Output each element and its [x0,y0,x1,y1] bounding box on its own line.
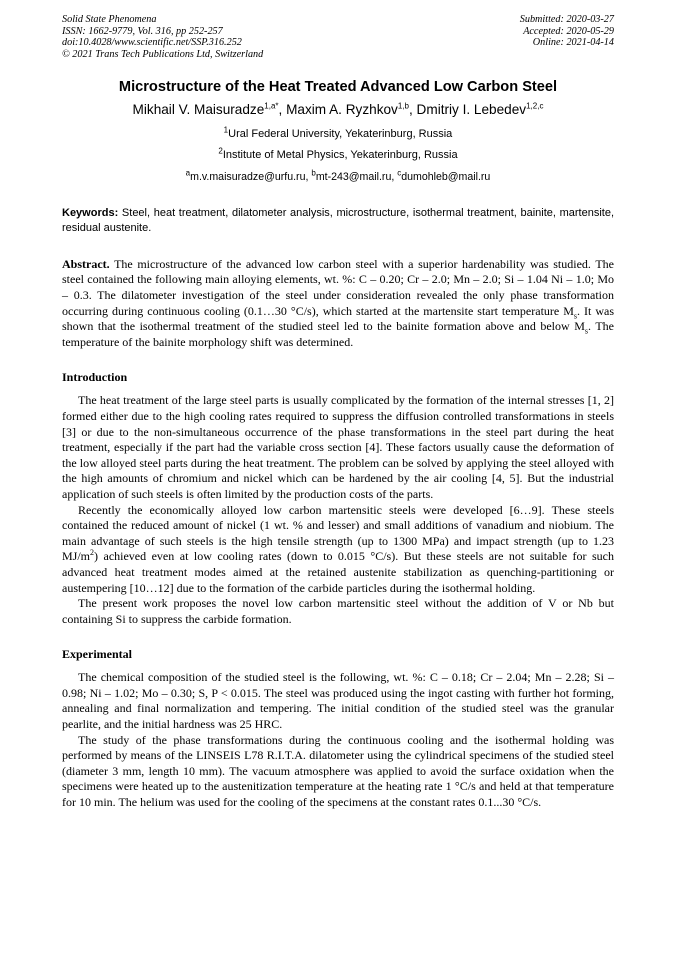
author-2-marks: 1,b [397,101,409,111]
author-3-marks: 1,2,c [526,101,544,111]
author-3: Dmitriy I. Lebedev$^{1,2,c}$ [416,101,544,117]
introduction-paragraph-3: The present work proposes the novel low carbon martensitic steel without the addition of V or Nb but containing Si to suppress the carbide formation. [62,596,614,626]
experimental-paragraph-1: The chemical composition of the studied steel is the following, wt. %: C – 0.18; Cr – 2.04; Mn – 2.28; Si – 0.98; Ni – 1.02; Mo – 0.30; S, P < 0.015. The steel was produced using the ingot casting with further hot forming, annealing and final normalization and tempering. The initial condition of the studied steel was the granular pearlite, and the initial hardness was 25 HRC. [62,670,614,732]
abstract: Abstract. The microstructure of the advanced low carbon steel with a superior hardenability was studied. The steel contained the following main alloying elements, wt. %: C – 0.20; Cr – 2.0; Mn – 2.0; Si – 1.04 Ni – 1.0; Mo – 0.3. The dilatometer investigation of the steel under consideration revealed the only phase transformation occurring during continuous cooling (0.1…30 °C/s), which started at the martensite start temperature $M_s$. It was shown that the isothermal treatment of the studied steel led to the bainite formation above and below $M_s$. The temperature of the bainite morphology shift was determined. [62,256,614,349]
email-link-c[interactable]: dumohleb@mail.ru [401,171,491,183]
journal-copyright: © 2021 Trans Tech Publications Ltd, Switzerland [62,48,264,60]
experimental-paragraph-2: The study of the phase transformations during the continuous cooling and the isothermal holding was performed by means of the LINSEIS L78 R.I.T.A. dilatometer using the cylindrical specimens of the studied steel (diameter 3 mm, length 10 mm). The vacuum atmosphere was applied to avoid the surface oxidation when the specimens were heated up to the austenitization temperature at the heating rate 1 °C/s and held at that temperature for 10 min. The helium was used for the cooling of the specimens at the constant rates 0.1...30 °C/s. [62,732,614,810]
online-date: Online: 2021-04-14 [532,37,614,49]
keywords-label: Keywords: [62,207,119,219]
journal-header [62,14,614,66]
affiliation-1: $^1$Ural Federal University, Yekaterinburg, Russia [223,125,453,140]
journal-issn: ISSN: 1662-9779, Vol. 316, pp 252-257 [62,25,223,37]
email-link-a[interactable]: m.v.maisuradze@urfu.ru [190,171,306,183]
submitted-date: Submitted: 2020-03-27 [519,14,614,25]
journal-name: Solid State Phenomena [62,14,157,25]
paper-title: Microstructure of the Heat Treated Advanced Low Carbon Steel [118,79,558,95]
keywords [62,206,614,237]
author-emails: $^a$m.v.maisuradze@urfu.ru, $^b$mt-243@mail.ru, $^c$dumohleb@mail.ru [185,168,491,183]
experimental-heading: Experimental [62,647,132,662]
keywords-text: Steel, heat treatment, dilatometer analysis, microstructure, isothermal treatment, bainite, martensite, residual austenite. [62,207,615,235]
journal-doi[interactable]: doi:10.4028/www.scientific.net/SSP.316.252 [62,37,242,49]
abstract-label: Abstract. [62,256,110,271]
email-link-b[interactable]: mt-243@mail.ru [315,171,392,183]
author-1-marks: 1,a* [264,101,279,111]
introduction-heading: Introduction [62,370,128,385]
author-2: Maxim A. Ryzhkov$^{1,b}$, [286,101,417,117]
accepted-date: Accepted: 2020-05-29 [523,25,614,37]
author-1: Mikhail V. Maisuradze$^{1,a*}$, [132,101,287,117]
introduction-paragraph-2: Recently the economically alloyed low carbon martensitic steels were developed [6…9]. These steels contained the reduced amount of nickel (1 wt. % and lesser) and small additions of vanadium and niobium. The main advantage of such steels is the high tensile strength (up to 1300 MPa) and impact strength (up to 1.23 $MJ/m^2$) achieved even at low cooling rates (down to 0.015 °C/s). But these steels are not suitable for such advanced heat treatment modes aimed at the retained austenite stabilization as quenching-partitioning or austempering [10…12] due to the formation of the carbide particles during the isothermal holding. [62,502,614,595]
author-list [62,101,614,119]
paper-page [62,14,614,811]
affiliation-2: $^2$Institute of Metal Physics, Yekaterinburg, Russia [218,146,458,161]
journal-info [62,14,263,60]
publication-dates [520,14,614,49]
introduction-paragraph-1: The heat treatment of the large steel parts is usually complicated by the formation of the internal stresses [1, 2] formed either due to the high cooling rates required to suppress the diffusion controlled transformations in steels [3] or due to the non-simultaneous occurrence of the phase transformations in the steel part during the heat treatment, especially if the part had the variable cross section [4]. These factors usually cause the deformation of the low alloyed steel parts during the heat treatment. The problem can be solved by applying the steel alloyed with the high amounts of chromium and nickel which can be hardened by the air cooling [4, 5]. But the industrial application of such steels is often limited by the production costs of the parts. [62,393,614,501]
